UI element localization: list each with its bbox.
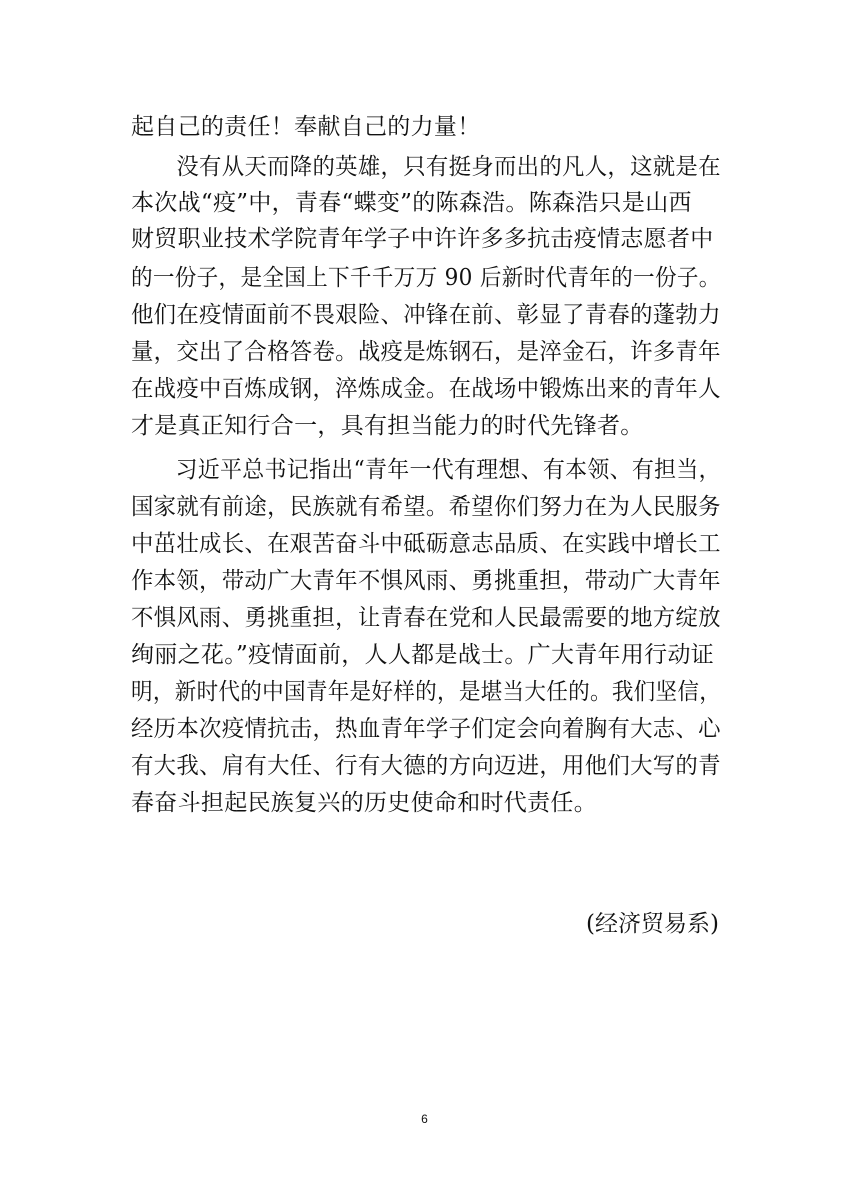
department-signature: (经济贸易系)	[586, 911, 719, 937]
text-line: 有大我、肩有大任、行有大德的方向迈进，用他们大写的青	[131, 753, 721, 779]
paragraph-first-line: 习近平总书记指出“青年一代有理想、有本领、有担当，	[131, 457, 721, 483]
text-line: 绚丽之花。”疫情面前，人人都是战士。广大青年用行动证	[131, 642, 715, 668]
text-line: 他们在疫情面前不畏艰险、冲锋在前、彰显了青春的蓬勃力	[131, 302, 721, 328]
text-line: 量，交出了合格答卷。战疫是炼钢石，是淬金石，许多青年	[131, 339, 721, 365]
text-line: 财贸职业技术学院青年学子中许许多多抗击疫情志愿者中	[131, 226, 714, 252]
text-line: 经历本次疫情抗击，热血青年学子们定会向着胸有大志、心	[131, 716, 721, 742]
paragraph-first-line: 没有从天而降的英雄，只有挺身而出的凡人，这就是在	[131, 154, 721, 180]
text-line: 本次战“疫”中，青春“蝶变”的陈森浩。陈森浩只是山西	[131, 190, 692, 216]
text-line: 起自己的责任！奉献自己的力量！	[131, 114, 481, 140]
text-line: 明，新时代的中国青年是好样的，是堪当大任的。我们坚信，	[131, 679, 722, 705]
text-line: 的一份子，是全国上下千千万万 90 后新时代青年的一份子。	[131, 265, 721, 291]
text-line: 作本领，带动广大青年不惧风雨、勇挑重担，带动广大青年	[131, 568, 721, 594]
text-line: 中茁壮成长、在艰苦奋斗中砥砺意志品质、在实践中增长工	[131, 531, 721, 557]
page-number: 6	[421, 1112, 428, 1126]
text-line: 在战疫中百炼成钢，淬炼成金。在战场中锻炼出来的青年人	[131, 376, 721, 402]
text-line: 才是真正知行合一，具有担当能力的时代先锋者。	[131, 413, 644, 439]
text-line: 春奋斗担起民族复兴的历史使命和时代责任。	[131, 790, 597, 816]
text-line: 国家就有前途，民族就有希望。希望你们努力在为人民服务	[131, 494, 721, 520]
text-line: 不惧风雨、勇挑重担，让青春在党和人民最需要的地方绽放	[131, 605, 721, 631]
